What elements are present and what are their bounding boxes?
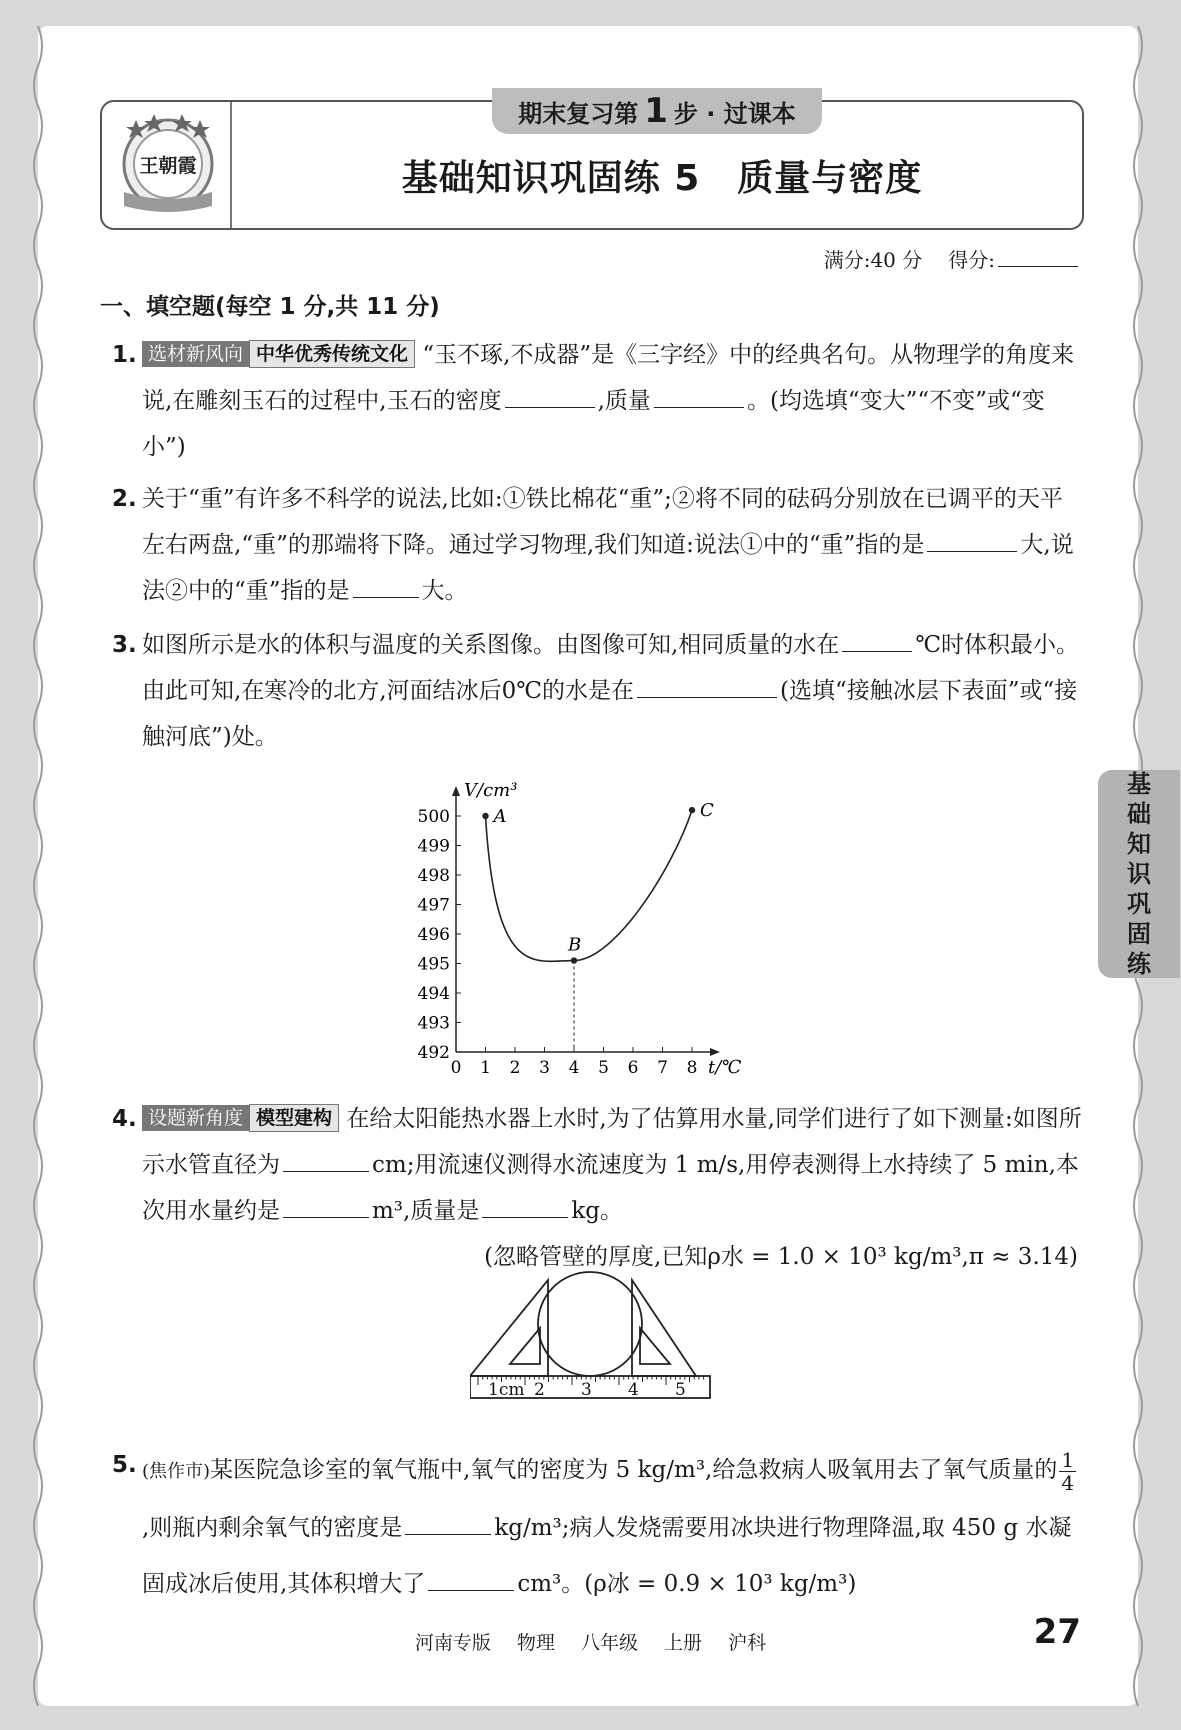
tag-material: 选材新风向 <box>142 341 249 367</box>
q2-text-3: 大。 <box>421 578 468 604</box>
answer-blank[interactable] <box>283 1148 369 1172</box>
chapter-side-tab[interactable] <box>1098 770 1180 978</box>
score-got <box>948 244 1081 273</box>
page-edge-left <box>30 26 46 1706</box>
q5-text-4: cm³。(ρ冰 = 0.9 × 10³ kg/m³) <box>517 1571 857 1597</box>
tag-model: 模型建构 <box>249 1104 339 1132</box>
score-blank[interactable] <box>998 246 1078 267</box>
ruler-label: 5 <box>675 1380 686 1400</box>
tag-angle: 设题新角度 <box>142 1105 249 1131</box>
question-2 <box>112 476 1082 614</box>
step-suffix: 步 · 过课本 <box>673 99 796 128</box>
q4-text-3: m³,质量是 <box>372 1198 480 1224</box>
score-label: 得分: <box>948 248 995 272</box>
side-tab-char: 基 <box>1127 770 1151 798</box>
side-tab-char: 知 <box>1127 830 1151 858</box>
q1-text-3: 。(均选填“变大”“不变”或“变小”) <box>142 388 1045 460</box>
q5-text-1: 某医院急诊室的氧气瓶中,氧气的密度为 5 kg/m³,给急救病人吸氧用去了氧气质量的 <box>210 1457 1058 1483</box>
page-title: 基础知识巩固练 5 质量与密度 <box>401 158 923 199</box>
question-number: 2. <box>112 486 137 512</box>
q5-text-3: kg/m³;病人发烧需要用冰块进行物理降温,取 450 g 水凝固成冰后使用,其体积增大了 <box>142 1515 1072 1597</box>
point-label-a: A <box>493 806 507 827</box>
y-tick-label: 499 <box>417 836 450 857</box>
left-set-square-inner <box>510 1328 540 1364</box>
ruler-label: 3 <box>581 1380 592 1400</box>
side-tab-char: 识 <box>1127 860 1151 888</box>
score-line <box>824 244 1081 273</box>
header-divider <box>230 102 232 228</box>
footer-subject: 物理 <box>516 1632 555 1654</box>
answer-blank[interactable] <box>428 1567 514 1591</box>
answer-blank[interactable] <box>927 528 1017 552</box>
q3-text-1: 如图所示是水的体积与温度的关系图像。由图像可知,相同质量的水在 <box>142 632 840 658</box>
y-tick-label: 494 <box>417 984 450 1004</box>
data-point-c <box>689 807 695 813</box>
y-tick-label: 500 <box>417 807 450 827</box>
q4-note: (忽略管壁的厚度,已知ρ水 = 1.0 × 10³ kg/m³,π ≈ 3.14) <box>484 1244 1078 1270</box>
question-number: 1. <box>112 342 137 368</box>
question-text <box>142 476 1082 614</box>
answer-blank[interactable] <box>482 1194 568 1218</box>
answer-blank[interactable] <box>654 384 744 408</box>
point-label-b: B <box>568 934 582 956</box>
q5-text-2: ,则瓶内剩余氧气的密度是 <box>142 1515 403 1541</box>
x-axis-arrow <box>710 1048 720 1056</box>
side-tab-char: 固 <box>1127 920 1151 948</box>
x-tick-label: 8 <box>686 1058 698 1078</box>
x-tick-label: 5 <box>598 1058 609 1078</box>
q5-city: (焦作市) <box>142 1461 211 1482</box>
q4-text-4: kg。 <box>571 1198 624 1224</box>
y-tick-label: 498 <box>417 866 450 886</box>
data-point-b <box>571 957 577 963</box>
y-axis-arrow <box>452 786 460 796</box>
q1-text-1: “玉不琢,不成器”是《三字经》中的经典名句。从物理学的角度来说,在雕刻玉石的过程中,玉石的密度 <box>142 342 1075 414</box>
pipe-measurement-figure <box>470 1268 720 1428</box>
x-tick-label: 1 <box>480 1058 491 1078</box>
y-tick-label: 495 <box>417 954 450 975</box>
fraction-one-quarter <box>1059 1449 1076 1494</box>
ruler-label: 2 <box>534 1380 545 1400</box>
question-text <box>142 1096 1082 1280</box>
answer-blank[interactable] <box>353 574 419 598</box>
left-set-square <box>470 1280 548 1376</box>
q4-text-2: cm;用流速仪测得水流速度为 1 m/s,用停表测得上水持续了 5 min,本次用水量约是 <box>142 1152 1079 1224</box>
y-tick-label: 492 <box>417 1043 450 1063</box>
question-text <box>142 332 1082 470</box>
x-tick-label: 2 <box>509 1058 521 1078</box>
question-5 <box>112 1442 1082 1612</box>
y-tick-label: 493 <box>417 1013 450 1034</box>
step-tab <box>492 88 822 134</box>
x-tick-label: 4 <box>568 1058 580 1078</box>
footer <box>0 1628 1181 1655</box>
answer-blank[interactable] <box>405 1511 491 1535</box>
footer-publisher: 沪科 <box>728 1632 767 1654</box>
question-4 <box>112 1096 1082 1280</box>
side-tab-char: 巩 <box>1127 890 1151 918</box>
question-number: 3. <box>112 632 137 658</box>
tag-culture: 中华优秀传统文化 <box>249 340 415 368</box>
q2-text-2: 大,说法②中的“重”指的是 <box>142 532 1074 604</box>
step-number: 1 <box>644 91 668 131</box>
q3-text-3: (选填“接触冰层下表面”或“接触河底”)处。 <box>142 678 1078 750</box>
publisher-logo <box>116 110 220 218</box>
question-1 <box>112 332 1082 470</box>
answer-blank[interactable] <box>842 628 912 652</box>
question-text <box>142 622 1082 760</box>
ruler-label: 1cm <box>488 1380 525 1400</box>
full-score: 满分:40 分 <box>823 248 923 272</box>
y-axis-label: V/cm³ <box>464 780 518 801</box>
page-number: 27 <box>1033 1612 1081 1652</box>
question-number: 5. <box>112 1452 137 1478</box>
right-set-square-inner <box>640 1328 670 1364</box>
pipe-cross-section <box>538 1272 642 1376</box>
fraction-numerator: 1 <box>1061 1447 1075 1472</box>
logo-text: 王朝霞 <box>139 155 197 177</box>
volume-curve <box>486 810 693 961</box>
side-tab-char: 础 <box>1127 800 1151 828</box>
x-tick-label: 0 <box>450 1058 462 1078</box>
question-number: 4. <box>112 1106 137 1132</box>
ruler-label: 4 <box>628 1380 639 1400</box>
x-tick-label: 7 <box>657 1058 668 1078</box>
section-title: 一、填空题(每空 1 分,共 11 分) <box>100 294 440 320</box>
step-prefix: 期末复习第 <box>518 99 639 128</box>
question-text <box>142 1442 1082 1612</box>
answer-blank[interactable] <box>283 1194 369 1218</box>
answer-blank[interactable] <box>637 674 777 698</box>
side-tab-char: 练 <box>1127 950 1151 978</box>
volume-temperature-chart <box>400 772 780 1082</box>
q4-text-1: 在给太阳能热水器上水时,为了估算用水量,同学们进行了如下测量:如图所示水管直径为 <box>142 1106 1082 1178</box>
data-point-a <box>482 813 488 819</box>
x-tick-label: 3 <box>539 1058 550 1078</box>
header-box <box>100 91 1084 230</box>
q3-text-2: ℃时体积最小。由此可知,在寒冷的北方,河面结冰后0℃的水是在 <box>142 632 1080 704</box>
footer-volume: 上册 <box>664 1632 703 1654</box>
fraction-denominator: 4 <box>1061 1470 1075 1495</box>
y-tick-label: 497 <box>417 895 450 916</box>
q1-text-2: ,质量 <box>597 388 651 414</box>
x-axis-label: t/℃ <box>708 1057 742 1078</box>
question-3 <box>112 622 1082 760</box>
point-label-c: C <box>700 800 714 822</box>
x-tick-label: 6 <box>627 1058 639 1078</box>
footer-grade: 八年级 <box>580 1632 638 1654</box>
answer-blank[interactable] <box>505 384 595 408</box>
q2-text-1: 关于“重”有许多不科学的说法,比如:①铁比棉花“重”;②将不同的砝码分别放在已调平的天平左右两盘,“重”的那端将下降。通过学习物理,我们知道:说法①中的“重”指的是 <box>142 486 1063 558</box>
y-tick-label: 496 <box>417 925 450 945</box>
footer-edition: 河南专版 <box>414 1632 491 1654</box>
